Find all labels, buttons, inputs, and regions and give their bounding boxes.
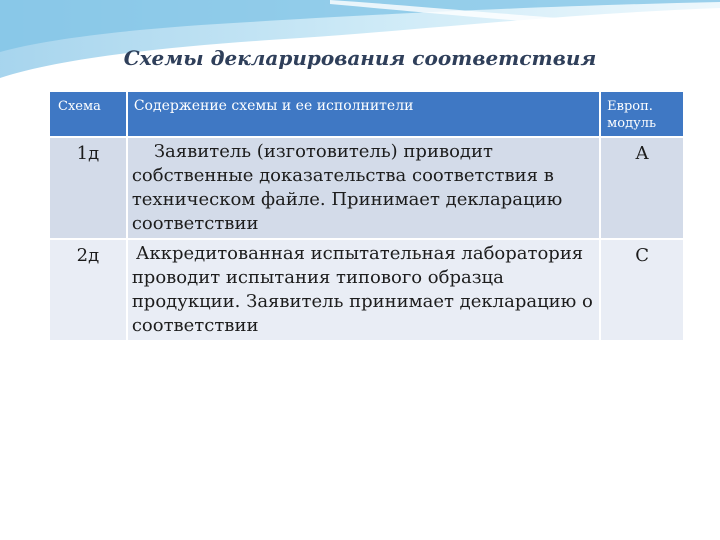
scheme-code: 1д xyxy=(50,138,126,238)
decorative-wave xyxy=(0,0,720,90)
table-header-row xyxy=(50,92,683,136)
column-header-module: Европ. модуль xyxy=(601,92,683,136)
eu-module: С xyxy=(601,240,683,340)
column-header-content: Содержение схемы и ее исполнители xyxy=(128,92,599,136)
eu-module: А xyxy=(601,138,683,238)
scheme-code: 2д xyxy=(50,240,126,340)
table-row xyxy=(50,138,683,238)
table-row xyxy=(50,240,683,340)
column-header-scheme: Схема xyxy=(50,92,126,136)
slide-title: Схемы декларирования соответствия xyxy=(123,46,597,70)
schemes-table xyxy=(48,90,685,342)
scheme-content: Аккредитованная испытательная лаборатория проводит испытания типового образца продукции. Заявитель принимает декларацию о соответствии xyxy=(128,240,599,340)
scheme-content: Заявитель (изготовитель) приводит собственные доказательства соответствия в техническом файле. Принимает декларацию соответствии xyxy=(128,138,599,238)
